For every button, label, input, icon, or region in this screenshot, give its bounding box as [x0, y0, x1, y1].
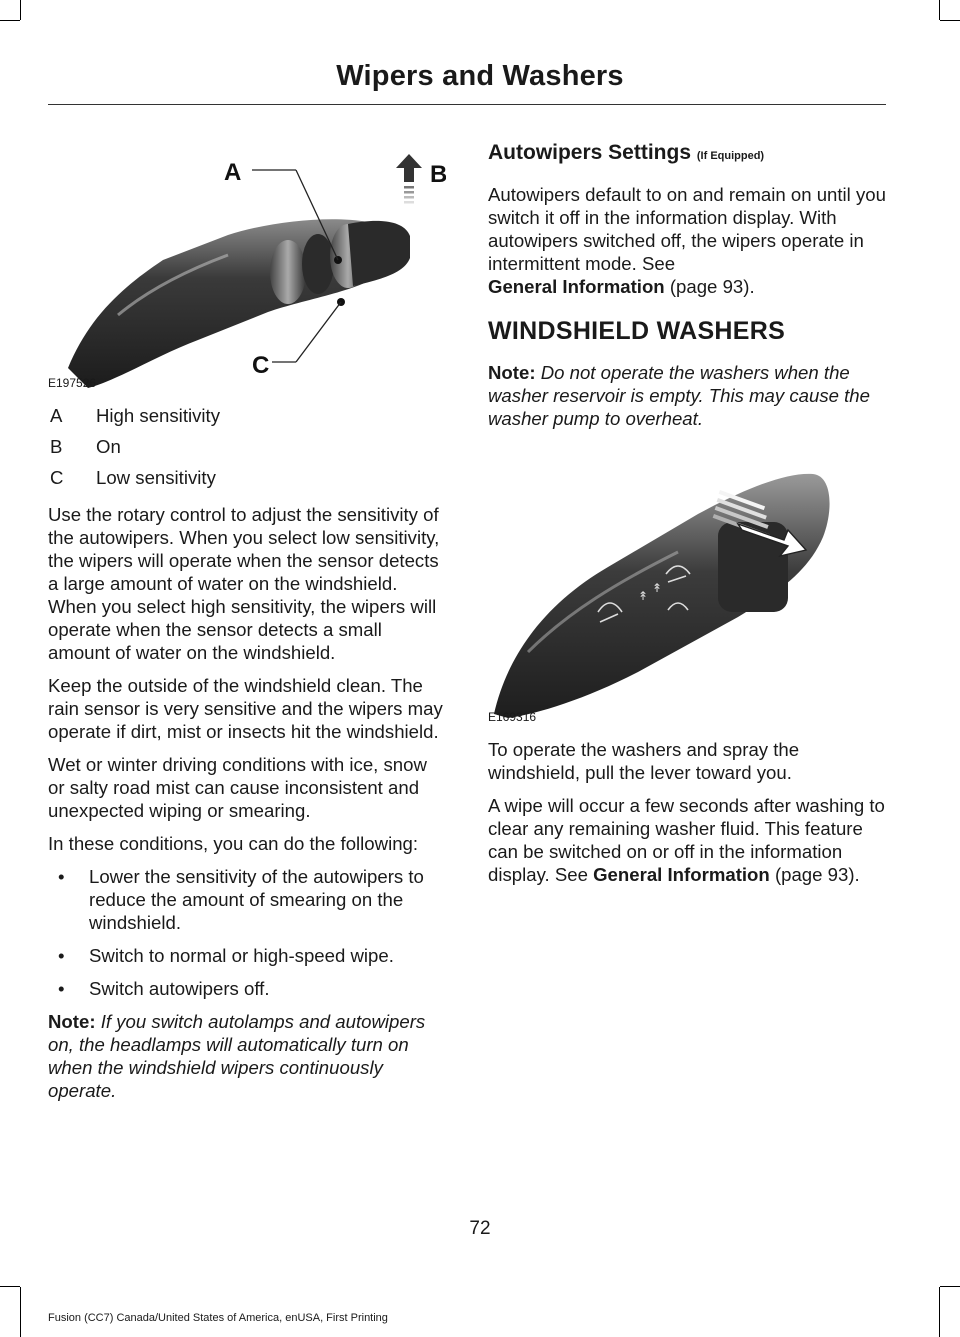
- note-label: Note:: [48, 1011, 96, 1032]
- body-paragraph: To operate the washers and spray the windshield, pull the lever toward you.: [488, 739, 800, 783]
- svg-text:↟: ↟: [638, 589, 649, 603]
- crop-mark: [0, 1286, 20, 1287]
- crop-mark: [940, 20, 960, 21]
- left-column: [48, 140, 446, 1112]
- washer-lever-figure: [488, 452, 886, 724]
- callout-c: C: [252, 352, 270, 379]
- right-column: [488, 140, 886, 896]
- legend-row: [48, 404, 446, 435]
- cross-reference-link[interactable]: General Information: [593, 864, 770, 885]
- body-paragraph: In these conditions, you can do the following:: [48, 833, 419, 854]
- note: [48, 1010, 446, 1102]
- callout-legend: [48, 404, 446, 497]
- legend-row: [48, 435, 446, 466]
- svg-text:↟: ↟: [652, 581, 663, 595]
- crop-mark: [20, 1287, 21, 1337]
- legend-text: High sensitivity: [96, 405, 221, 426]
- legend-key: B: [50, 436, 63, 457]
- figure-code: E197526: [48, 376, 97, 390]
- list-item: • Switch to normal or high-speed wipe.: [58, 945, 394, 966]
- bullet-glyph: •: [58, 945, 65, 966]
- crop-mark: [0, 20, 20, 21]
- crop-mark: [939, 1287, 940, 1337]
- body-paragraph: Use the rotary control to adjust the sensitivity of the autowipers. When you select low sensitivity, the wipers will operate when the sensor detects a large amount of water on the windshield. When you select high sensitivity, the wipers will operate when the sensor detects a small amount of water on the windshield.: [48, 504, 440, 663]
- legend-text: Low sensitivity: [96, 467, 216, 488]
- cross-reference-link[interactable]: General Information: [488, 276, 665, 297]
- legend-key: A: [50, 405, 63, 426]
- page-title: Wipers and Washers: [336, 60, 624, 92]
- crop-mark: [20, 0, 21, 20]
- crop-mark: [940, 1286, 960, 1287]
- list-item: • Switch autowipers off.: [58, 978, 270, 999]
- chapter-heading: WINDSHIELD WASHERS: [488, 317, 786, 345]
- legend-key: C: [50, 467, 64, 488]
- body-paragraph: A wipe will occur a few seconds after washing to clear any remaining washer fluid. This feature can be switched on or off in the information display. See General Information (page 93).: [488, 795, 885, 885]
- bullet-list: [48, 865, 446, 1000]
- list-item: • Lower the sensitivity of the autowipers to reduce the amount of smearing on the windshield.: [58, 866, 424, 933]
- footer-text: Fusion (CC7) Canada/United States of America, enUSA, First Printing: [48, 1312, 388, 1324]
- callout-b: B: [430, 161, 446, 188]
- note-text: Do not operate the washers when the washer reservoir is empty. This may cause the washer pump to overheat.: [488, 362, 870, 429]
- callout-a: A: [224, 159, 242, 186]
- header-divider: [48, 104, 886, 105]
- body-paragraph: Autowipers default to on and remain on until you switch it off in the information display. With autowipers switched off, the wipers operate in intermittent mode. See General Information (page 93).: [488, 184, 886, 297]
- legend-row: [48, 466, 446, 497]
- washer-lever-illustration: [488, 452, 886, 724]
- figure-code: E169316: [488, 710, 537, 724]
- crop-mark: [939, 0, 940, 20]
- note-label: Note:: [488, 362, 536, 383]
- note-text: If you switch autolamps and autowipers on, the headlamps will automatically turn on when the windshield wipers continuously operate.: [48, 1011, 426, 1101]
- body-paragraph: Wet or winter driving conditions with ice, snow or salty road mist can cause inconsistent and unexpected wiping or smearing.: [48, 754, 427, 821]
- wiper-lever-illustration: [48, 140, 446, 390]
- page-number: 72: [469, 1218, 491, 1239]
- body-paragraph: Keep the outside of the windshield clean. The rain sensor is very sensitive and the wipers may operate if dirt, mist or insects hit the windshield.: [48, 675, 443, 742]
- legend-text: On: [96, 436, 121, 457]
- bullet-glyph: •: [58, 866, 65, 887]
- section-heading: Autowipers Settings (If Equipped): [488, 141, 765, 164]
- note: [488, 361, 886, 430]
- wiper-lever-rotary-figure: [48, 140, 446, 390]
- bullet-glyph: •: [58, 978, 65, 999]
- heading-qualifier: (If Equipped): [696, 150, 765, 162]
